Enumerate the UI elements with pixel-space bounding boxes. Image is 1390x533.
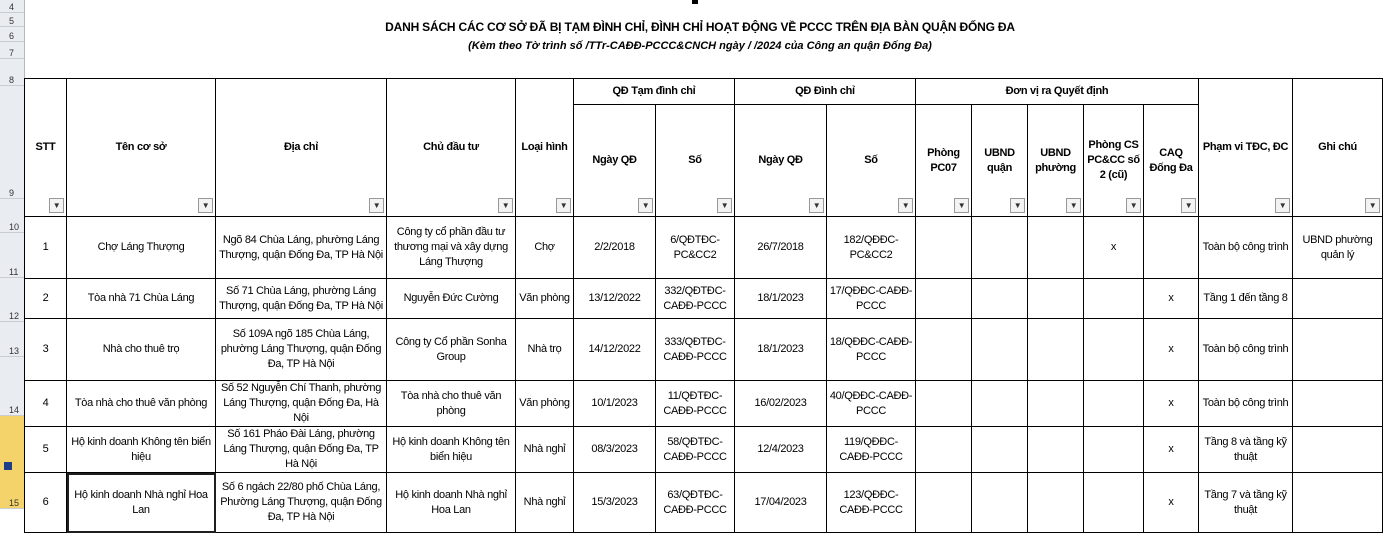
cell-ubnd-quan[interactable] bbox=[972, 217, 1028, 279]
cell-dc-ngay[interactable]: 18/1/2023 bbox=[735, 319, 827, 381]
row-header[interactable]: 4 bbox=[0, 0, 24, 13]
filter-dropdown-icon[interactable]: ▼ bbox=[1181, 198, 1196, 213]
table-row bbox=[25, 319, 1383, 381]
cell-stt[interactable]: 5 bbox=[25, 427, 67, 473]
cell-tdc-so[interactable]: 58/QĐTĐC-CAĐĐ-PCCC bbox=[656, 427, 735, 473]
cell-phong-cs[interactable]: x bbox=[1084, 217, 1144, 279]
table-row bbox=[25, 279, 1383, 319]
cell-chu-dau-tu[interactable]: Tòa nhà cho thuê văn phòng bbox=[387, 381, 516, 427]
cell-ten[interactable]: Nhà cho thuê trọ bbox=[67, 319, 216, 381]
filter-dropdown-icon[interactable]: ▼ bbox=[49, 198, 64, 213]
cell-dc-ngay[interactable]: 16/02/2023 bbox=[735, 381, 827, 427]
table-row bbox=[25, 427, 1383, 473]
row-header-column[interactable] bbox=[0, 0, 25, 509]
header-ghi-chu: Ghi chú ▼ bbox=[1293, 79, 1383, 217]
cell-caq[interactable]: x bbox=[1144, 473, 1199, 533]
cell-tdc-so[interactable]: 11/QĐTĐC-CAĐĐ-PCCC bbox=[656, 381, 735, 427]
cell-ghi-chu[interactable]: UBND phường quản lý bbox=[1293, 217, 1383, 279]
cell-pham-vi[interactable]: Tầng 8 và tầng kỹ thuật bbox=[1199, 427, 1293, 473]
cell-phong-cs[interactable] bbox=[1084, 319, 1144, 381]
cell-dia-chi[interactable]: Số 161 Pháo Đài Láng, phường Láng Thượng, quận Đống Đa, TP Hà Nội bbox=[216, 427, 387, 473]
cell-tdc-ngay[interactable]: 13/12/2022 bbox=[574, 279, 656, 319]
cell-ubnd-phuong[interactable] bbox=[1028, 279, 1084, 319]
cell-ghi-chu[interactable] bbox=[1293, 319, 1383, 381]
cell-tdc-so[interactable]: 333/QĐTĐC-CAĐĐ-PCCC bbox=[656, 319, 735, 381]
cell-ten[interactable]: Chợ Láng Thượng bbox=[67, 217, 216, 279]
cell-stt[interactable]: 1 bbox=[25, 217, 67, 279]
cell-ubnd-quan[interactable] bbox=[972, 319, 1028, 381]
cell-tdc-ngay[interactable]: 2/2/2018 bbox=[574, 217, 656, 279]
header-phong-pc07: Phòng PC07 ▼ bbox=[916, 105, 972, 217]
cell-chu-dau-tu[interactable]: Công ty cổ phần đầu tư thương mại và xây dựng Láng Thượng bbox=[387, 217, 516, 279]
header-dc-ngay: Ngày QĐ ▼ bbox=[735, 105, 827, 217]
cell-caq[interactable]: x bbox=[1144, 427, 1199, 473]
cell-pc07[interactable] bbox=[916, 381, 972, 427]
header-phong-cs: Phòng CS PC&CC số 2 (cũ) ▼ bbox=[1084, 105, 1144, 217]
header-qd-tam-dinh-chi: QĐ Tạm đình chỉ bbox=[574, 79, 735, 105]
cell-ubnd-phuong[interactable] bbox=[1028, 217, 1084, 279]
row-header[interactable]: 8 bbox=[0, 59, 24, 86]
cell-pc07[interactable] bbox=[916, 217, 972, 279]
cell-ten[interactable]: Hộ kinh doanh Nhà nghỉ Hoa Lan bbox=[67, 473, 216, 533]
cell-ubnd-quan[interactable] bbox=[972, 427, 1028, 473]
cell-ubnd-quan[interactable] bbox=[972, 381, 1028, 427]
cell-chu-dau-tu[interactable]: Hộ kinh doanh Nhà nghỉ Hoa Lan bbox=[387, 473, 516, 533]
cell-stt[interactable]: 2 bbox=[25, 279, 67, 319]
cell-ten[interactable]: Tòa nhà cho thuê văn phòng bbox=[67, 381, 216, 427]
selected-row-marker-icon bbox=[4, 462, 12, 470]
cell-ghi-chu[interactable] bbox=[1293, 279, 1383, 319]
cell-dia-chi[interactable]: Số 52 Nguyễn Chí Thanh, phường Láng Thượng, quận Đống Đa, Hà Nội bbox=[216, 381, 387, 427]
cell-ten[interactable]: Hộ kinh doanh Không tên biển hiệu bbox=[67, 427, 216, 473]
header-caq-dong-da: CAQ Đống Đa ▼ bbox=[1144, 105, 1199, 217]
cell-pham-vi[interactable]: Tầng 7 và tầng kỹ thuật bbox=[1199, 473, 1293, 533]
cell-dc-so[interactable]: 17/QĐĐC-CAĐĐ-PCCC bbox=[827, 279, 916, 319]
cell-dc-ngay[interactable]: 18/1/2023 bbox=[735, 279, 827, 319]
filter-dropdown-icon[interactable]: ▼ bbox=[1126, 198, 1141, 213]
cell-chu-dau-tu[interactable]: Hộ kinh doanh Không tên biển hiệu bbox=[387, 427, 516, 473]
filter-dropdown-icon[interactable]: ▼ bbox=[1010, 198, 1025, 213]
cell-dia-chi[interactable]: Ngõ 84 Chùa Láng, phường Láng Thượng, quận Đống Đa, TP Hà Nội bbox=[216, 217, 387, 279]
cell-dia-chi[interactable]: Số 6 ngách 22/80 phố Chùa Láng, Phường Láng Thượng, quận Đống Đa, TP Hà Nội bbox=[216, 473, 387, 533]
cell-dc-so[interactable]: 40/QĐĐC-CAĐĐ-PCCC bbox=[827, 381, 916, 427]
filter-dropdown-icon[interactable]: ▼ bbox=[1275, 198, 1290, 213]
cell-caq[interactable] bbox=[1144, 217, 1199, 279]
cell-dia-chi[interactable]: Số 71 Chùa Láng, phường Láng Thượng, quận Đống Đa, TP Hà Nội bbox=[216, 279, 387, 319]
filter-dropdown-icon[interactable]: ▼ bbox=[954, 198, 969, 213]
sheet-title: DANH SÁCH CÁC CƠ SỞ ĐÃ BỊ TẠM ĐÌNH CHỈ, ĐÌNH CHỈ HOẠT ĐỘNG VỀ PCCC TRÊN ĐỊA BÀN QUẬN ĐỐNG ĐA bbox=[385, 20, 1015, 34]
cell-ubnd-quan[interactable] bbox=[972, 473, 1028, 533]
cell-pham-vi[interactable]: Toàn bộ công trình bbox=[1199, 319, 1293, 381]
cell-ghi-chu[interactable] bbox=[1293, 473, 1383, 533]
filter-dropdown-icon[interactable]: ▼ bbox=[1365, 198, 1380, 213]
cell-tdc-ngay[interactable]: 14/12/2022 bbox=[574, 319, 656, 381]
cell-phong-cs[interactable] bbox=[1084, 279, 1144, 319]
header-ubnd-quan: UBND quận ▼ bbox=[972, 105, 1028, 217]
cell-stt[interactable]: 4 bbox=[25, 381, 67, 427]
filter-dropdown-icon[interactable]: ▼ bbox=[556, 198, 571, 213]
cell-dc-so[interactable]: 182/QĐĐC-PC&CC2 bbox=[827, 217, 916, 279]
filter-dropdown-icon[interactable]: ▼ bbox=[369, 198, 384, 213]
header-ubnd-phuong: UBND phường ▼ bbox=[1028, 105, 1084, 217]
cell-tdc-so[interactable]: 6/QĐTĐC-PC&CC2 bbox=[656, 217, 735, 279]
cell-stt[interactable]: 6 bbox=[25, 473, 67, 533]
cell-ubnd-phuong[interactable] bbox=[1028, 381, 1084, 427]
header-tdc-so: Số ▼ bbox=[656, 105, 735, 217]
cell-stt[interactable]: 3 bbox=[25, 319, 67, 381]
row-header[interactable]: 9 bbox=[0, 86, 24, 199]
header-stt: STT ▼ bbox=[25, 79, 67, 217]
row-header[interactable]: 12 bbox=[0, 278, 24, 322]
row-header[interactable]: 6 bbox=[0, 27, 24, 42]
cell-ubnd-phuong[interactable] bbox=[1028, 319, 1084, 381]
cell-caq[interactable]: x bbox=[1144, 319, 1199, 381]
header-chu-dau-tu: Chủ đầu tư ▼ bbox=[387, 79, 516, 217]
cell-dc-ngay[interactable]: 17/04/2023 bbox=[735, 473, 827, 533]
header-dia-chi: Địa chỉ ▼ bbox=[216, 79, 387, 217]
cell-pc07[interactable] bbox=[916, 473, 972, 533]
cell-pc07[interactable] bbox=[916, 279, 972, 319]
cell-loai-hinh[interactable]: Nhà nghỉ bbox=[516, 427, 574, 473]
header-pham-vi: Phạm vi TĐC, ĐC ▼ bbox=[1199, 79, 1293, 217]
cell-loai-hinh[interactable]: Chợ bbox=[516, 217, 574, 279]
row-header[interactable]: 5 bbox=[0, 13, 24, 27]
cell-dc-ngay[interactable]: 26/7/2018 bbox=[735, 217, 827, 279]
cell-chu-dau-tu[interactable]: Nguyễn Đức Cường bbox=[387, 279, 516, 319]
cell-dia-chi[interactable]: Số 109A ngõ 185 Chùa Láng, phường Láng Thượng, quận Đống Đa, TP Hà Nội bbox=[216, 319, 387, 381]
cell-ghi-chu[interactable] bbox=[1293, 427, 1383, 473]
cell-phong-cs[interactable] bbox=[1084, 427, 1144, 473]
filter-dropdown-icon[interactable]: ▼ bbox=[498, 198, 513, 213]
header-dc-so: Số ▼ bbox=[827, 105, 916, 217]
row-header[interactable]: 11 bbox=[0, 233, 24, 278]
filter-dropdown-icon[interactable]: ▼ bbox=[717, 198, 732, 213]
row-header[interactable]: 7 bbox=[0, 42, 24, 59]
cell-loai-hinh[interactable]: Nhà nghỉ bbox=[516, 473, 574, 533]
cell-dc-so[interactable]: 18/QĐĐC-CAĐĐ-PCCC bbox=[827, 319, 916, 381]
cell-tdc-so[interactable]: 63/QĐTĐC-CAĐĐ-PCCC bbox=[656, 473, 735, 533]
cell-phong-cs[interactable] bbox=[1084, 381, 1144, 427]
header-tdc-ngay: Ngày QĐ ▼ bbox=[574, 105, 656, 217]
cell-dc-ngay[interactable]: 12/4/2023 bbox=[735, 427, 827, 473]
table-row bbox=[25, 381, 1383, 427]
cell-ten[interactable]: Tòa nhà 71 Chùa Láng bbox=[67, 279, 216, 319]
cell-pham-vi[interactable]: Toàn bộ công trình bbox=[1199, 381, 1293, 427]
row-header[interactable]: 14 bbox=[0, 357, 24, 416]
cell-tdc-ngay[interactable]: 10/1/2023 bbox=[574, 381, 656, 427]
filter-dropdown-icon[interactable]: ▼ bbox=[638, 198, 653, 213]
cell-loai-hinh[interactable]: Văn phòng bbox=[516, 279, 574, 319]
cell-pc07[interactable] bbox=[916, 427, 972, 473]
sheet-subtitle: (Kèm theo Tờ trình số /TTr-CAĐĐ-PCCC&CNCH ngày / /2024 của Công an quận Đống Đa) bbox=[468, 40, 932, 52]
cell-dc-so[interactable]: 123/QĐĐC-CAĐĐ-PCCC bbox=[827, 473, 916, 533]
header-loai-hinh: Loại hình ▼ bbox=[516, 79, 574, 217]
header-ten-co-so: Tên cơ sở ▼ bbox=[67, 79, 216, 217]
cell-phong-cs[interactable] bbox=[1084, 473, 1144, 533]
filter-dropdown-icon[interactable]: ▼ bbox=[898, 198, 913, 213]
cell-ghi-chu[interactable] bbox=[1293, 381, 1383, 427]
cell-dc-so[interactable]: 119/QĐĐC-CAĐĐ-PCCC bbox=[827, 427, 916, 473]
cell-pham-vi[interactable]: Toàn bộ công trình bbox=[1199, 217, 1293, 279]
cell-pham-vi[interactable]: Tầng 1 đến tầng 8 bbox=[1199, 279, 1293, 319]
filter-dropdown-icon[interactable]: ▼ bbox=[198, 198, 213, 213]
cell-chu-dau-tu[interactable]: Công ty Cổ phần Sonha Group bbox=[387, 319, 516, 381]
cell-cursor-marker bbox=[692, 0, 698, 4]
table-row bbox=[25, 473, 1383, 533]
cell-loai-hinh[interactable]: Nhà trọ bbox=[516, 319, 574, 381]
cell-ubnd-phuong[interactable] bbox=[1028, 473, 1084, 533]
cell-tdc-so[interactable]: 332/QĐTĐC-CAĐĐ-PCCC bbox=[656, 279, 735, 319]
filter-dropdown-icon[interactable]: ▼ bbox=[1066, 198, 1081, 213]
header-qd-dinh-chi: QĐ Đình chỉ bbox=[735, 79, 916, 105]
cell-ubnd-quan[interactable] bbox=[972, 279, 1028, 319]
cell-ubnd-phuong[interactable] bbox=[1028, 427, 1084, 473]
filter-dropdown-icon[interactable]: ▼ bbox=[809, 198, 824, 213]
cell-caq[interactable]: x bbox=[1144, 381, 1199, 427]
cell-caq[interactable]: x bbox=[1144, 279, 1199, 319]
table-row bbox=[25, 217, 1383, 279]
cell-loai-hinh[interactable]: Văn phòng bbox=[516, 381, 574, 427]
cell-tdc-ngay[interactable]: 08/3/2023 bbox=[574, 427, 656, 473]
cell-tdc-ngay[interactable]: 15/3/2023 bbox=[574, 473, 656, 533]
cell-pc07[interactable] bbox=[916, 319, 972, 381]
header-don-vi: Đơn vị ra Quyết định bbox=[916, 79, 1199, 105]
data-table bbox=[24, 78, 1383, 533]
row-header[interactable]: 13 bbox=[0, 322, 24, 357]
row-header[interactable]: 10 bbox=[0, 199, 24, 233]
row-header[interactable]: 15 bbox=[0, 416, 24, 509]
